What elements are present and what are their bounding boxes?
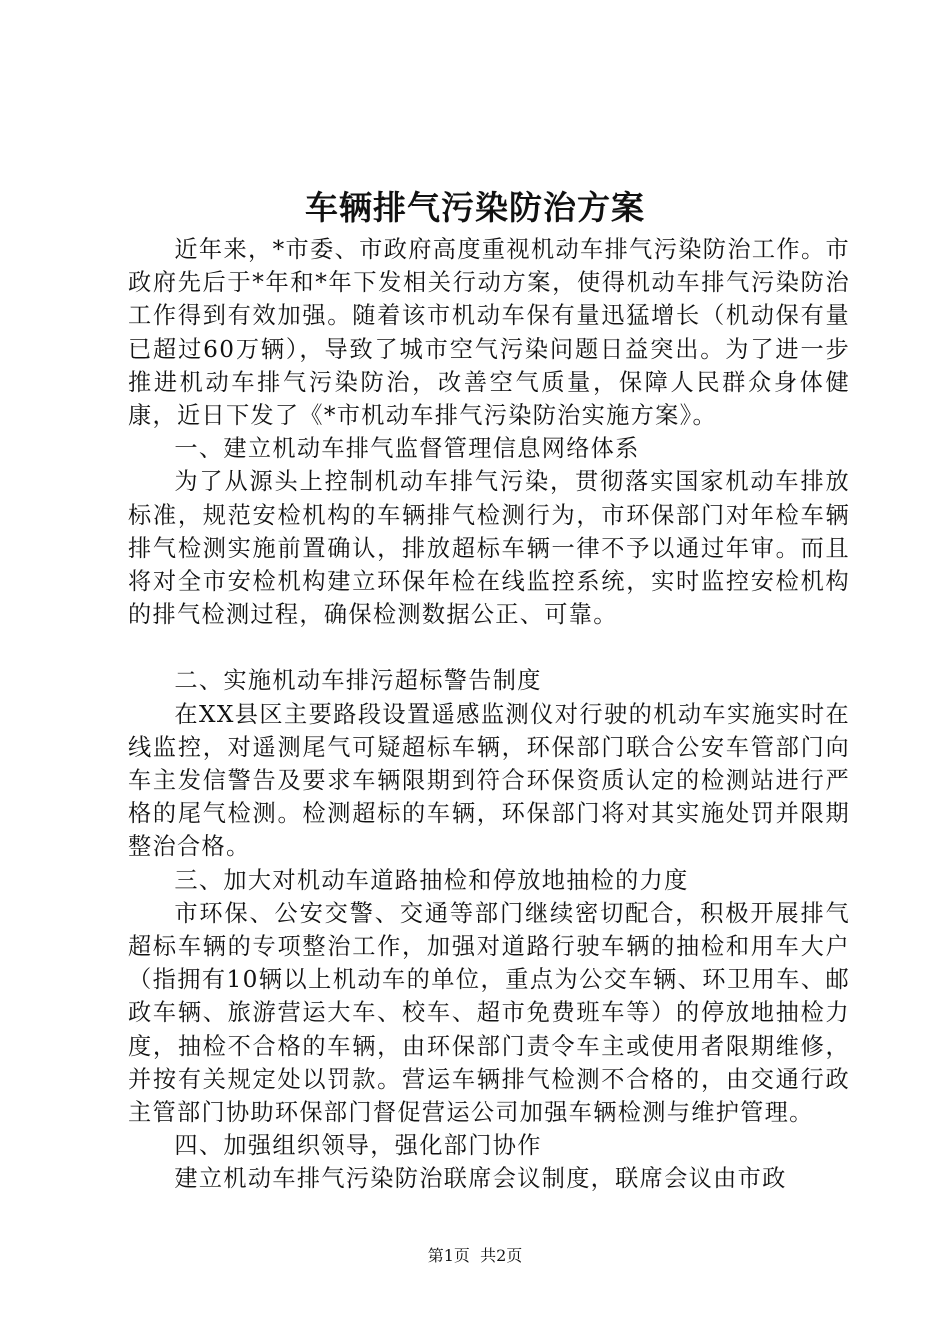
section-heading-4: 四、加强组织领导，强化部门协作 bbox=[174, 1132, 542, 1160]
section-paragraph-3: 市环保、公安交警、交通等部门继续密切配合，积极开展排气超标车辆的专项整治工作，加强对道路行驶车辆的抽检和用车大户（指拥有10辆以上机动车的单位，重点为公交车辆、环卫用车、邮政车辆、旅游营运大车、校车、超市免费班车等）的停放地抽检力度，抽检不合格的车辆，由环保部门责令车主或使用者限期维修，并按有关规定处以罚款。营运车辆排气检测不合格的，由交通行政主管部门协助环保部门督促营运公司加强车辆检测与维护管理。 bbox=[128, 899, 850, 1127]
section-heading-2: 二、实施机动车排污超标警告制度 bbox=[174, 667, 542, 695]
section-paragraph-2: 在XX县区主要路段设置遥感监测仪对行驶的机动车实施实时在线监控，对遥测尾气可疑超标车辆，环保部门联合公安车管部门向车主发信警告及要求车辆限期到符合环保资质认定的检测站进行严格的尾气检测。检测超标的车辆，环保部门将对其实施处罚并限期整治合格。 bbox=[128, 700, 850, 861]
intro-paragraph: 近年来，*市委、市政府高度重视机动车排气污染防治工作。市政府先后于*年和*年下发相关行动方案，使得机动车排气污染防治工作得到有效加强。随着该市机动车保有量迅猛增长（机动保有量已超过60万辆），导致了城市空气污染问题日益突出。为了进一步推进机动车排气污染防治，改善空气质量，保障人民群众身体健康，近日下发了《*市机动车排气污染防治实施方案》。 bbox=[128, 236, 850, 430]
page-footer bbox=[0, 1246, 950, 1266]
document-title: 车辆排气污染防治方案 bbox=[305, 188, 645, 227]
section-heading-1: 一、建立机动车排气监督管理信息网络体系 bbox=[174, 435, 640, 463]
section-paragraph-4: 建立机动车排气污染防治联席会议制度，联席会议由市政 bbox=[174, 1165, 787, 1193]
document-body bbox=[128, 233, 850, 1196]
page-number-label: 第1页 共2页 bbox=[427, 1246, 523, 1265]
section-heading-3: 三、加大对机动车道路抽检和停放地抽检的力度 bbox=[174, 866, 689, 894]
section-paragraph-1: 为了从源头上控制机动车排气污染，贯彻落实国家机动车排放标准，规范安检机构的车辆排气检测行为，市环保部门对年检车辆排气检测实施前置确认，排放超标车辆一律不予以通过年审。而且将对全市安检机构建立环保年检在线监控系统，实时监控安检机构的排气检测过程，确保检测数据公正、可靠。 bbox=[128, 468, 850, 629]
